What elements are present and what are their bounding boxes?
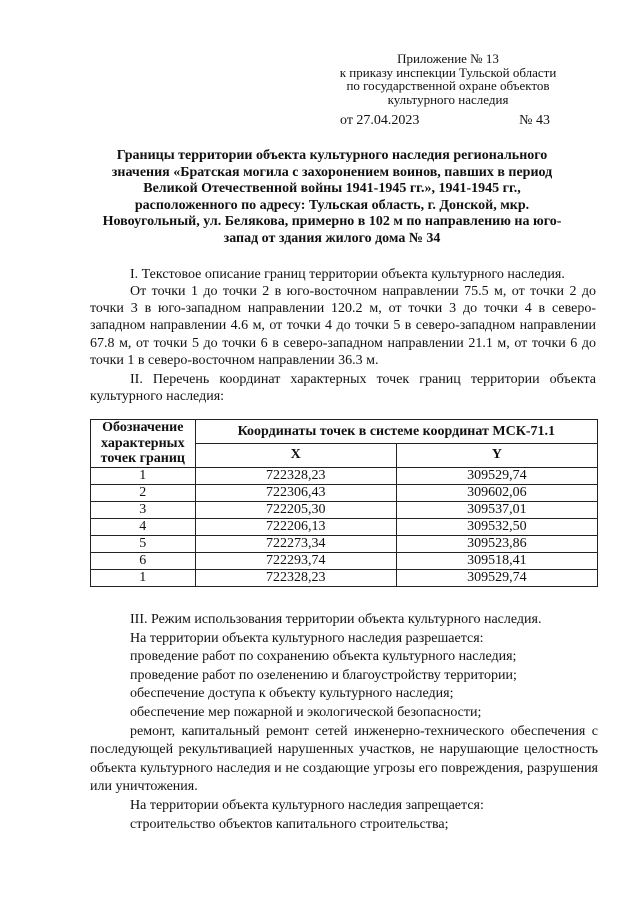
point-cell: 6 <box>91 552 196 569</box>
x-cell: 722205,30 <box>195 501 396 518</box>
table-header-y: Y <box>396 443 597 467</box>
appendix-line: к приказу инспекции Тульской области <box>339 64 557 80</box>
x-cell: 722328,23 <box>195 467 396 484</box>
x-cell: 722293,74 <box>195 552 396 569</box>
forbidden-intro: На территории объекта культурного наследия запрещается: <box>130 797 484 813</box>
y-cell: 309529,74 <box>396 467 597 484</box>
x-cell: 722206,13 <box>195 518 396 535</box>
table-row <box>91 569 598 586</box>
order-date: от 27.04.2023 <box>340 113 420 128</box>
point-cell: 5 <box>91 535 196 552</box>
allowed-item: проведение работ по сохранению объекта культурного наследия; <box>130 649 517 665</box>
appendix-block <box>322 52 574 106</box>
table-row <box>91 501 598 518</box>
section1-description: От точки 1 до точки 2 в юго-восточном направлении 75.5 м, от точки 2 до точки 3 в юго-западном направлении 120.2 м, от точки 3 до точки 4 в северо-западном направлении 4.6 м, от точки 4 до точки 5 в северо-западном направлении 67.8 м, от точки 5 до точки 6 в северо-западном направлении 21.1 м, от точки 6 до точки 1 в северо-восточном направлении 36.3 м. <box>90 284 596 368</box>
table-row <box>91 484 598 501</box>
y-cell: 309537,01 <box>396 501 597 518</box>
order-line <box>340 113 550 129</box>
appendix-line: культурного наследия <box>387 91 509 107</box>
forbidden-item: строительство объектов капитального строительства; <box>130 816 449 832</box>
point-cell: 3 <box>91 501 196 518</box>
repair-paragraph <box>90 723 598 797</box>
section3-block <box>90 611 598 834</box>
y-cell: 309532,50 <box>396 518 597 535</box>
table-row <box>91 518 598 535</box>
section3-heading: III. Режим использования территории объекта культурного наследия. <box>130 612 542 627</box>
point-cell: 4 <box>91 518 196 535</box>
table-header-x: X <box>195 443 396 467</box>
table-header-coordinates: Координаты точек в системе координат МСК-71.1 <box>195 420 597 444</box>
x-cell: 722273,34 <box>195 535 396 552</box>
point-cell: 2 <box>91 484 196 501</box>
y-cell: 309523,86 <box>396 535 597 552</box>
section2-heading: II. Перечень координат характерных точек границ территории объекта культурного наследия: <box>90 372 596 405</box>
y-cell: 309602,06 <box>396 484 597 501</box>
point-cell: 1 <box>91 467 196 484</box>
table-row <box>91 535 598 552</box>
table-row <box>91 467 598 484</box>
allowed-item: обеспечение доступа к объекту культурного наследия; <box>130 686 454 702</box>
appendix-line: по государственной охране объектов <box>346 78 550 93</box>
point-cell: 1 <box>91 569 196 586</box>
repair-text: ремонт, капитальный ремонт сетей инженерно-технического обеспечения с последующей рекультивацией нарушенных участков, не нарушающие целостность объекта культурного наследия и не создающие угрозы его повреждения, разрушения или уничтожения. <box>90 723 598 795</box>
appendix-line: Приложение № 13 <box>397 51 499 66</box>
document-title: Границы территории объекта культурного наследия регионального значения «Братская могила с захоронением воинов, павших в период Великой Отечественной войны 1941-1945 гг.», 1941-1945 гг., расположенного по адресу: Тульская область, г. Донской, мкр. Новоугольный, ул. Белякова, примерно в 102 м по направлению на юго-запад от здания жилого дома № 34 <box>102 148 562 246</box>
y-cell: 309529,74 <box>396 569 597 586</box>
y-cell: 309518,41 <box>396 552 597 569</box>
allowed-intro: На территории объекта культурного наследия разрешается: <box>130 630 484 646</box>
order-number: № 43 <box>519 113 550 128</box>
table-row <box>91 552 598 569</box>
x-cell: 722328,23 <box>195 569 396 586</box>
allowed-item: проведение работ по озеленению и благоустройству территории; <box>130 667 517 683</box>
coordinates-table <box>90 419 598 587</box>
table-header-designation: Обозначение характерных точек границ <box>91 420 196 468</box>
x-cell: 722306,43 <box>195 484 396 501</box>
allowed-item: обеспечение мер пожарной и экологической безопасности; <box>130 704 482 720</box>
section1-heading: I. Текстовое описание границ территории объекта культурного наследия. <box>130 267 565 282</box>
